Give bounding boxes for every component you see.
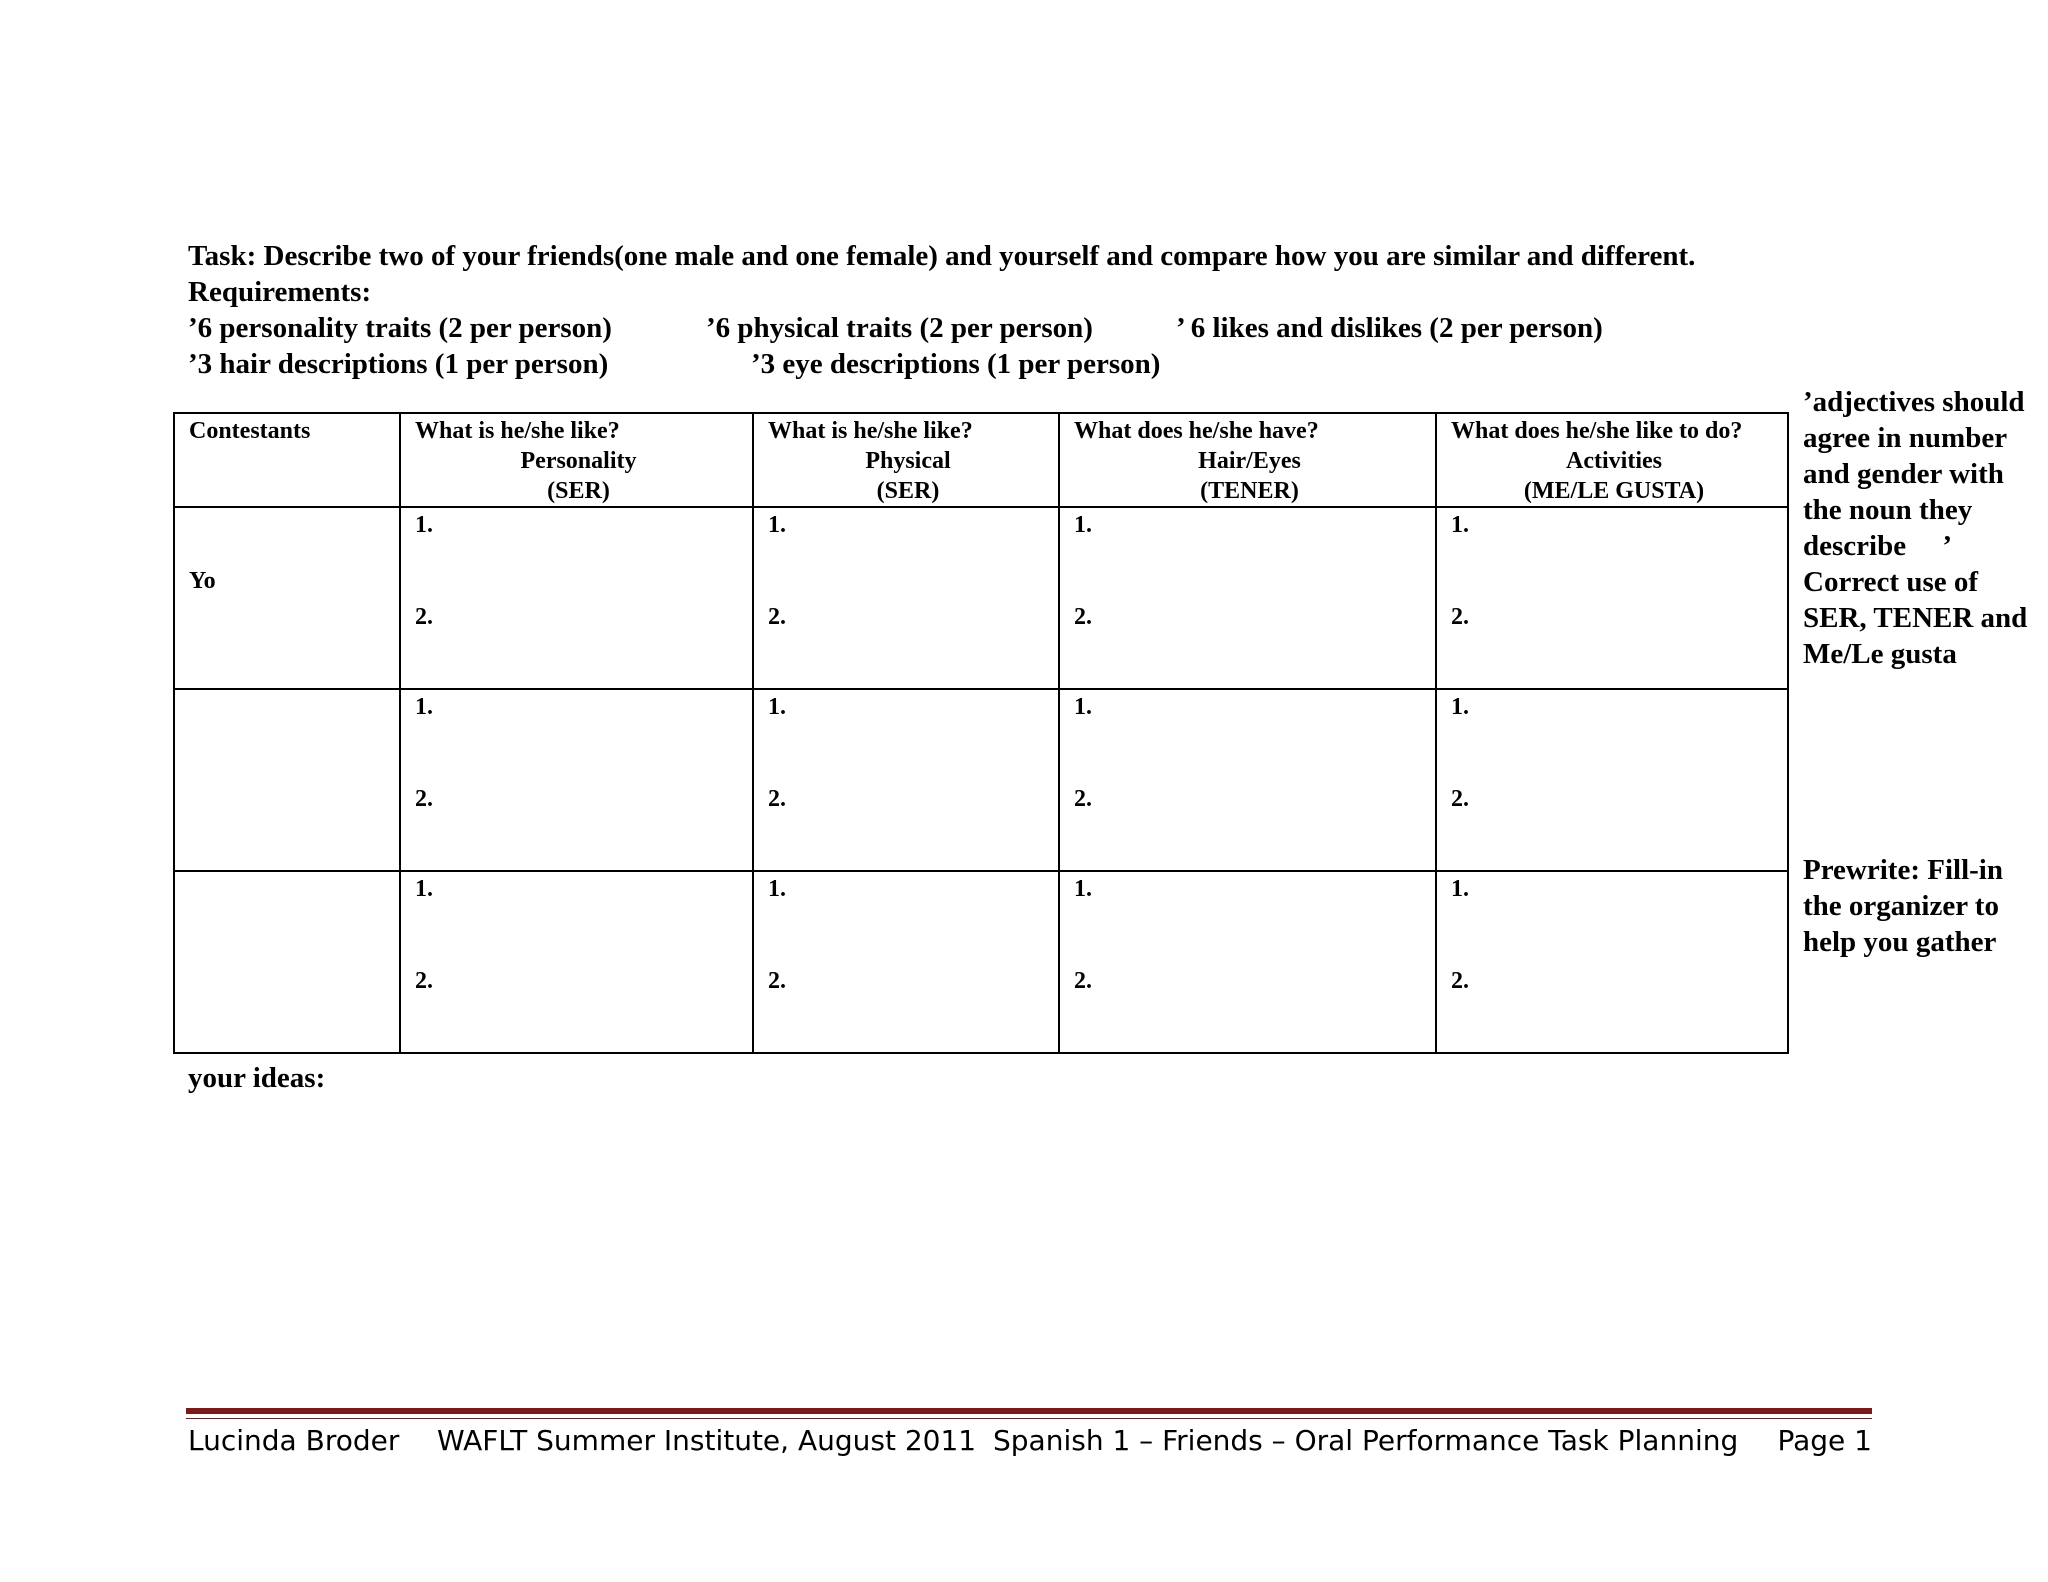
requirements-row-1 <box>188 310 1878 346</box>
item-number-1: 1. <box>768 876 786 902</box>
contestant-cell[interactable] <box>174 689 400 871</box>
task-block <box>188 238 1878 382</box>
requirement-physical: ’6 physical traits (2 per person) <box>706 312 1093 344</box>
item-number-1: 1. <box>1451 876 1469 902</box>
footer-title: Spanish 1 – Friends – Oral Performance Task Planning <box>993 1424 1739 1457</box>
your-ideas-text: your ideas: <box>188 1062 326 1094</box>
hair-eyes-cell[interactable] <box>1059 507 1436 689</box>
hair-eyes-cell[interactable] <box>1059 871 1436 1053</box>
item-number-2: 2. <box>768 786 786 812</box>
table-row <box>174 689 1788 871</box>
item-number-2: 2. <box>1074 786 1092 812</box>
item-number-2: 2. <box>768 968 786 994</box>
table-header-row <box>174 413 1788 507</box>
contestant-cell[interactable] <box>174 871 400 1053</box>
header-personality: What is he/she like? Personality (SER) <box>400 413 753 507</box>
item-number-1: 1. <box>768 694 786 720</box>
table-row <box>174 871 1788 1053</box>
item-number-1: 1. <box>415 876 433 902</box>
physical-cell[interactable] <box>753 689 1059 871</box>
header-hair-eyes: What does he/she have? Hair/Eyes (TENER) <box>1059 413 1436 507</box>
header-activities: What does he/she like to do? Activities (ME/LE GUSTA) <box>1436 413 1788 507</box>
footer-divider <box>186 1408 1872 1414</box>
activities-cell[interactable] <box>1436 689 1788 871</box>
requirements-row-2 <box>188 346 1878 382</box>
grammar-note: ’adjectives should agree in number and gender with the noun they describe ’ Correct use of SER, TENER and Me/Le gusta <box>1803 386 2028 670</box>
requirement-personality: ’6 personality traits (2 per person) <box>188 312 612 344</box>
personality-cell[interactable] <box>400 507 753 689</box>
physical-cell[interactable] <box>753 871 1059 1053</box>
activities-cell[interactable] <box>1436 507 1788 689</box>
item-number-2: 2. <box>1074 604 1092 630</box>
requirement-eyes: ’3 eye descriptions (1 per person) <box>751 348 1161 380</box>
header-physical: What is he/she like? Physical (SER) <box>753 413 1059 507</box>
item-number-2: 2. <box>1074 968 1092 994</box>
physical-cell[interactable] <box>753 507 1059 689</box>
contestant-cell[interactable] <box>174 507 400 689</box>
item-number-2: 2. <box>768 604 786 630</box>
page-footer <box>188 1424 1872 1464</box>
item-number-2: 2. <box>415 604 433 630</box>
item-number-1: 1. <box>415 512 433 538</box>
item-number-1: 1. <box>1451 512 1469 538</box>
item-number-1: 1. <box>1451 694 1469 720</box>
personality-cell[interactable] <box>400 871 753 1053</box>
item-number-2: 2. <box>415 968 433 994</box>
personality-cell[interactable] <box>400 689 753 871</box>
item-number-2: 2. <box>415 786 433 812</box>
hair-eyes-cell[interactable] <box>1059 689 1436 871</box>
item-number-2: 2. <box>1451 786 1469 812</box>
item-number-1: 1. <box>415 694 433 720</box>
activities-cell[interactable] <box>1436 871 1788 1053</box>
footer-page-number: Page 1 <box>1777 1424 1872 1457</box>
contestant-label: Yo <box>189 568 216 594</box>
footer-author: Lucinda Broder <box>188 1424 400 1457</box>
footer-divider-thin <box>186 1418 1872 1419</box>
item-number-2: 2. <box>1451 604 1469 630</box>
item-number-2: 2. <box>1451 968 1469 994</box>
header-contestants: Contestants <box>174 413 400 507</box>
item-number-1: 1. <box>1074 694 1092 720</box>
item-number-1: 1. <box>1074 512 1092 538</box>
sidebar-notes <box>1803 384 2031 960</box>
prewrite-instruction: Prewrite: Fill-in the organizer to help you gather <box>1803 854 2003 958</box>
item-number-1: 1. <box>1074 876 1092 902</box>
organizer-table <box>173 412 1789 1054</box>
requirement-likes: ’ 6 likes and dislikes (2 per person) <box>1176 312 1603 344</box>
requirement-hair: ’3 hair descriptions (1 per person) <box>188 348 609 380</box>
task-description: Task: Describe two of your friends(one male and one female) and yourself and compare how you are similar and different. <box>188 240 1696 272</box>
item-number-1: 1. <box>768 512 786 538</box>
footer-event: WAFLT Summer Institute, August 2011 <box>437 1424 977 1457</box>
table-row <box>174 507 1788 689</box>
requirements-label: Requirements: <box>188 276 372 308</box>
